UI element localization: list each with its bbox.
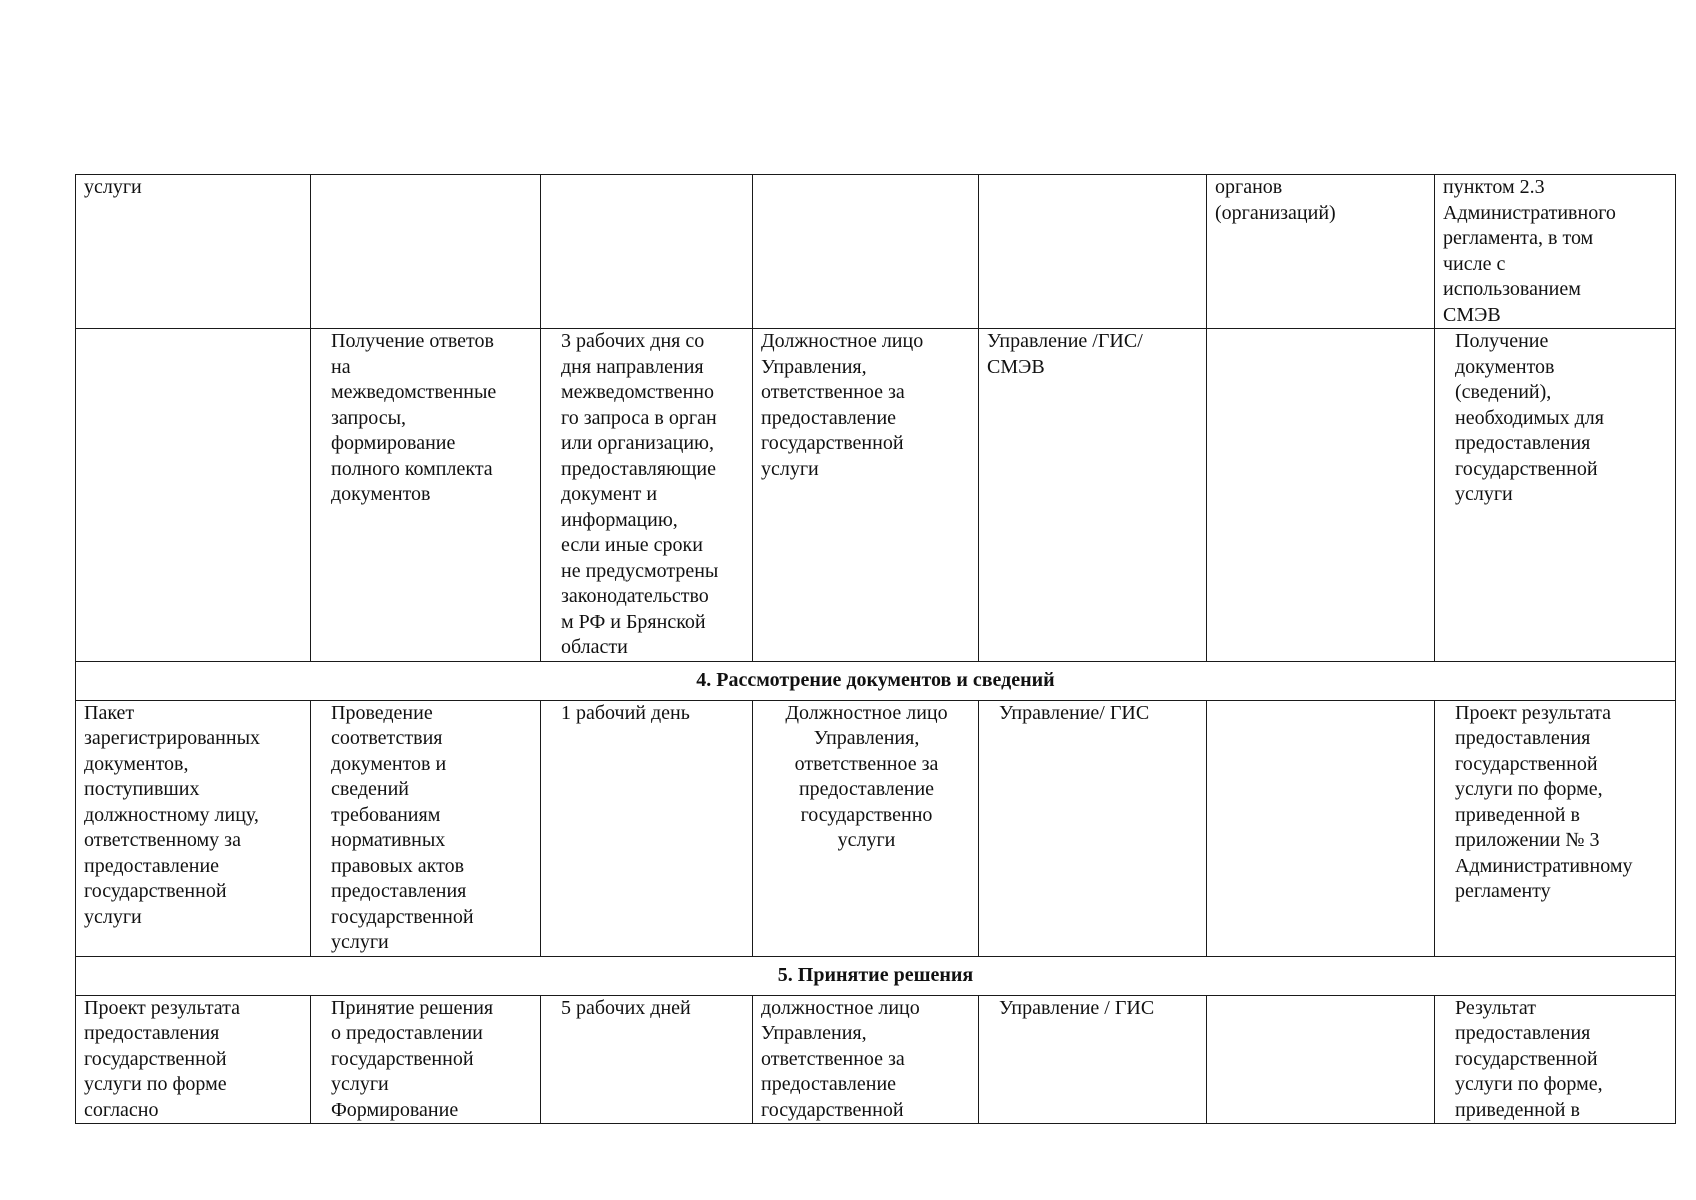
section-row [76,661,1676,700]
table-cell: Результат предоставления государственной услуги по форме, приведенной в [1435,995,1676,1124]
table-cell [1207,329,1435,662]
table-row [76,700,1676,956]
table-row [76,175,1676,329]
table-cell: 3 рабочих дня со дня направления межведомственно го запроса в орган или организацию, предоставляющие документ и информацию, если иные сроки не предусмотрены законодательство м РФ и Брянской области [541,329,753,662]
table-cell: Получение документов (сведений), необходимых для предоставления государственной услуги [1435,329,1676,662]
table-cell [76,329,311,662]
table-cell: Управление/ ГИС [979,700,1207,956]
table-cell: 1 рабочий день [541,700,753,956]
table-cell: Проект результата предоставления государственной услуги по форме согласно [76,995,311,1124]
table-cell: Проведение соответствия документов и сведений требованиям нормативных правовых актов предоставления государственной услуги [311,700,541,956]
section-heading: 5. Принятие решения [76,956,1676,995]
table-cell: Получение ответов на межведомственные запросы, формирование полного комплекта документов [311,329,541,662]
process-table [75,174,1676,1124]
table-cell [541,175,753,329]
table-cell: должностное лицо Управления, ответственное за предоставление государственной [753,995,979,1124]
table-cell [1207,700,1435,956]
table-cell [753,175,979,329]
table-cell [1207,995,1435,1124]
document-table-container [75,174,1675,1124]
table-cell: услуги [76,175,311,329]
section-heading: 4. Рассмотрение документов и сведений [76,661,1676,700]
table-cell: Управление /ГИС/ СМЭВ [979,329,1207,662]
table-cell: Пакет зарегистрированных документов, поступивших должностному лицу, ответственному за предоставление государственной услуги [76,700,311,956]
table-cell [979,175,1207,329]
table-cell: Принятие решения о предоставлении государственной услуги Формирование [311,995,541,1124]
table-row [76,329,1676,662]
table-cell: пунктом 2.3 Административного регламента, в том числе с использованием СМЭВ [1435,175,1676,329]
table-cell: 5 рабочих дней [541,995,753,1124]
table-cell: Должностное лицо Управления, ответственное за предоставление государственно услуги [753,700,979,956]
table-row [76,995,1676,1124]
table-cell: Управление / ГИС [979,995,1207,1124]
section-row [76,956,1676,995]
table-cell [311,175,541,329]
table-cell: органов (организаций) [1207,175,1435,329]
table-cell: Должностное лицо Управления, ответственное за предоставление государственной услуги [753,329,979,662]
table-cell: Проект результата предоставления государственной услуги по форме, приведенной в приложении № 3 Административному регламенту [1435,700,1676,956]
